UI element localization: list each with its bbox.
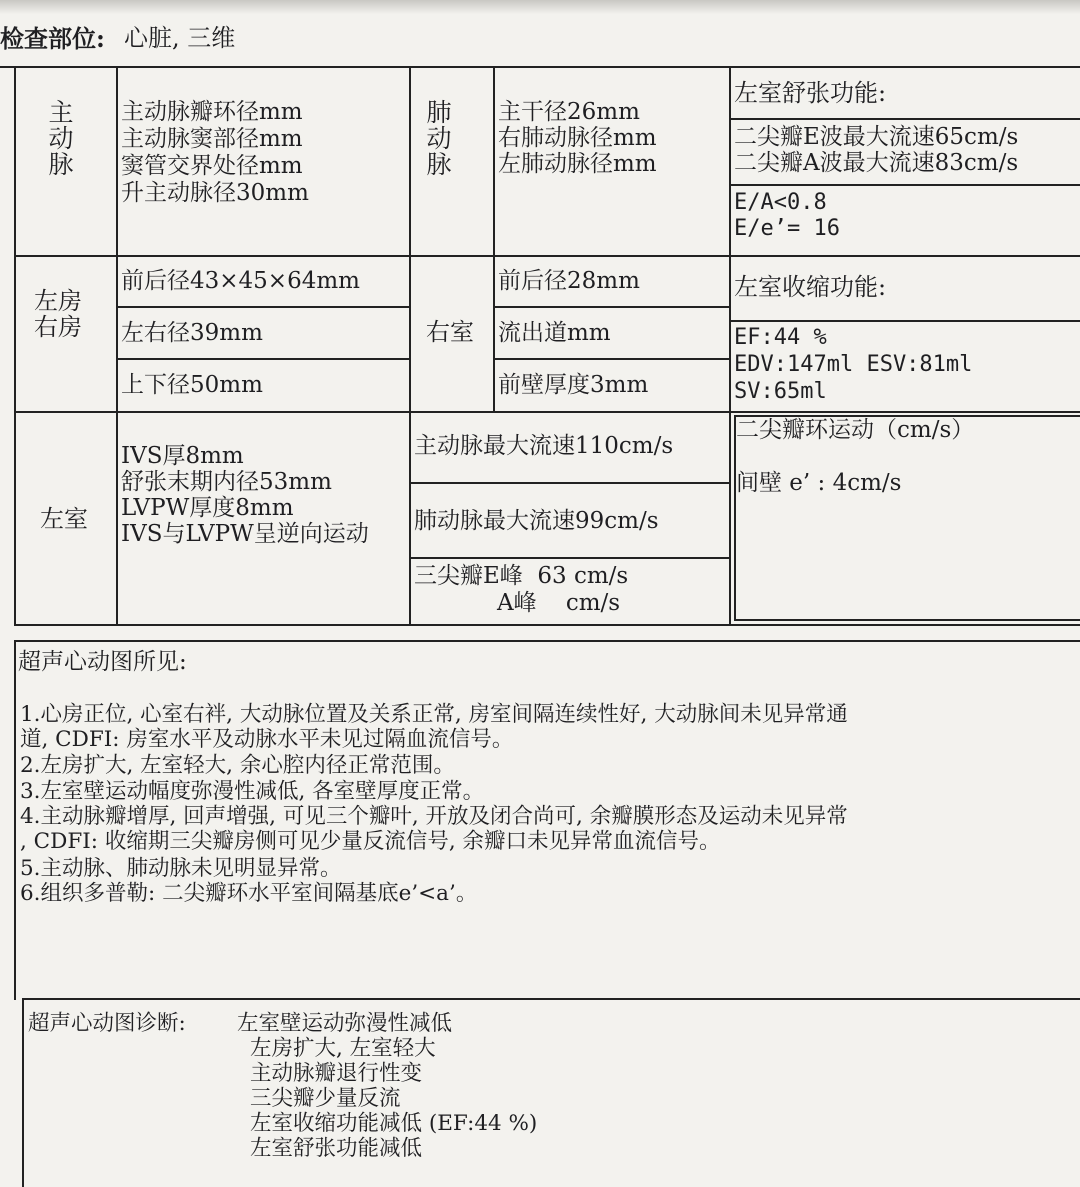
lvedd: 舒张末期内径53mm [121, 469, 332, 495]
lvpw-thickness: LVPW厚度8mm [121, 495, 294, 521]
stroke-volume: SV:65ml [734, 379, 827, 404]
la-lr-diameter: 左右径39mm [121, 320, 263, 346]
diagnosis-line: 主动脉瓣退行性变 [250, 1061, 423, 1086]
rpa-diameter: 右肺动脉径mm [498, 125, 657, 151]
ascending-aorta: 升主动脉径30mm [121, 180, 309, 206]
diagnosis-line: 三尖瓣少量反流 [250, 1086, 401, 1111]
la-si-diameter: 上下径50mm [121, 372, 263, 398]
ivs-thickness: IVS厚8mm [121, 443, 244, 469]
aortic-max-velocity: 主动脉最大流速110cm/s [414, 433, 674, 459]
diagnosis-line: 左室壁运动弥漫性减低 [237, 1011, 453, 1036]
finding-line: 4.主动脉瓣增厚, 回声增强, 可见三个瓣叶, 开放及闭合尚可, 余瓣膜形态及运动未见异常 [20, 804, 848, 829]
lv-diastolic-title: 左室舒张功能: [734, 79, 887, 107]
ejection-fraction: EF:44 % [734, 325, 827, 350]
ivs-lvpw-motion: IVS与LVPW呈逆向运动 [121, 521, 369, 547]
lpa-diameter: 左肺动脉径mm [498, 151, 657, 177]
finding-line: 6.组织多普勒: 二尖瓣环水平室间隔基底e’<a’。 [20, 881, 478, 906]
rv-label: 右室 [426, 318, 474, 346]
page-top-edge [0, 0, 1080, 14]
septal-e-prime: 间壁 e’ : 4cm/s [736, 470, 902, 496]
e-e-prime-ratio: E/e’= 16 [734, 216, 840, 241]
finding-line: 3.左室壁运动幅度弥漫性减低, 各室壁厚度正常。 [20, 779, 485, 804]
tricuspid-e-peak: 三尖瓣E峰 63 cm/s [414, 563, 629, 589]
finding-line: 2.左房扩大, 左室轻大, 余心腔内径正常范围。 [20, 753, 455, 778]
diagnosis-line: 左室收缩功能减低 (EF:44 %) [250, 1111, 538, 1136]
e-a-ratio: E/A<0.8 [734, 190, 827, 215]
rv-outflow: 流出道mm [498, 320, 611, 346]
lv-label: 左室 [40, 505, 88, 533]
mitral-a-velocity: 二尖瓣A波最大流速83cm/s [734, 150, 1019, 176]
diagnosis-line: 左室舒张功能减低 [250, 1136, 423, 1161]
lv-systolic-title: 左室收缩功能: [734, 273, 887, 301]
finding-line: 1.心房正位, 心室右袢, 大动脉位置及关系正常, 房室间隔连续性好, 大动脉间未见异常通 [20, 702, 848, 727]
la-ap-diameter: 前后径43×45×64mm [121, 268, 360, 294]
diagnosis-title: 超声心动图诊断: [28, 1011, 186, 1036]
tricuspid-a-peak: A峰 cm/s [497, 590, 621, 616]
exam-site-label: 检查部位: [0, 24, 105, 53]
stj-diameter: 窦管交界处径mm [121, 153, 303, 179]
diagnosis-line: 左房扩大, 左室轻大 [250, 1036, 436, 1061]
findings-title: 超声心动图所见: [18, 649, 187, 675]
pulmonary-max-velocity: 肺动脉最大流速99cm/s [414, 508, 659, 534]
finding-line: 道, CDFI: 房室水平及动脉水平未见过隔血流信号。 [20, 727, 514, 752]
exam-site-value: 心脏, 三维 [124, 24, 236, 52]
pa-trunk: 主干径26mm [498, 99, 640, 125]
mitral-annulus-title: 二尖瓣环运动（cm/s） [736, 417, 975, 443]
finding-line: 5.主动脉、肺动脉未见明显异常。 [20, 856, 342, 881]
rv-wall-thickness: 前壁厚度3mm [498, 372, 649, 398]
finding-line: , CDFI: 收缩期三尖瓣房侧可见少量反流信号, 余瓣口未见异常血流信号。 [20, 829, 721, 854]
aortic-sinus: 主动脉窦部径mm [121, 126, 303, 152]
aortic-annulus: 主动脉瓣环径mm [121, 99, 303, 125]
rv-ap-diameter: 前后径28mm [498, 268, 640, 294]
edv-esv: EDV:147ml ESV:81ml [734, 352, 973, 377]
mitral-e-velocity: 二尖瓣E波最大流速65cm/s [734, 124, 1019, 150]
